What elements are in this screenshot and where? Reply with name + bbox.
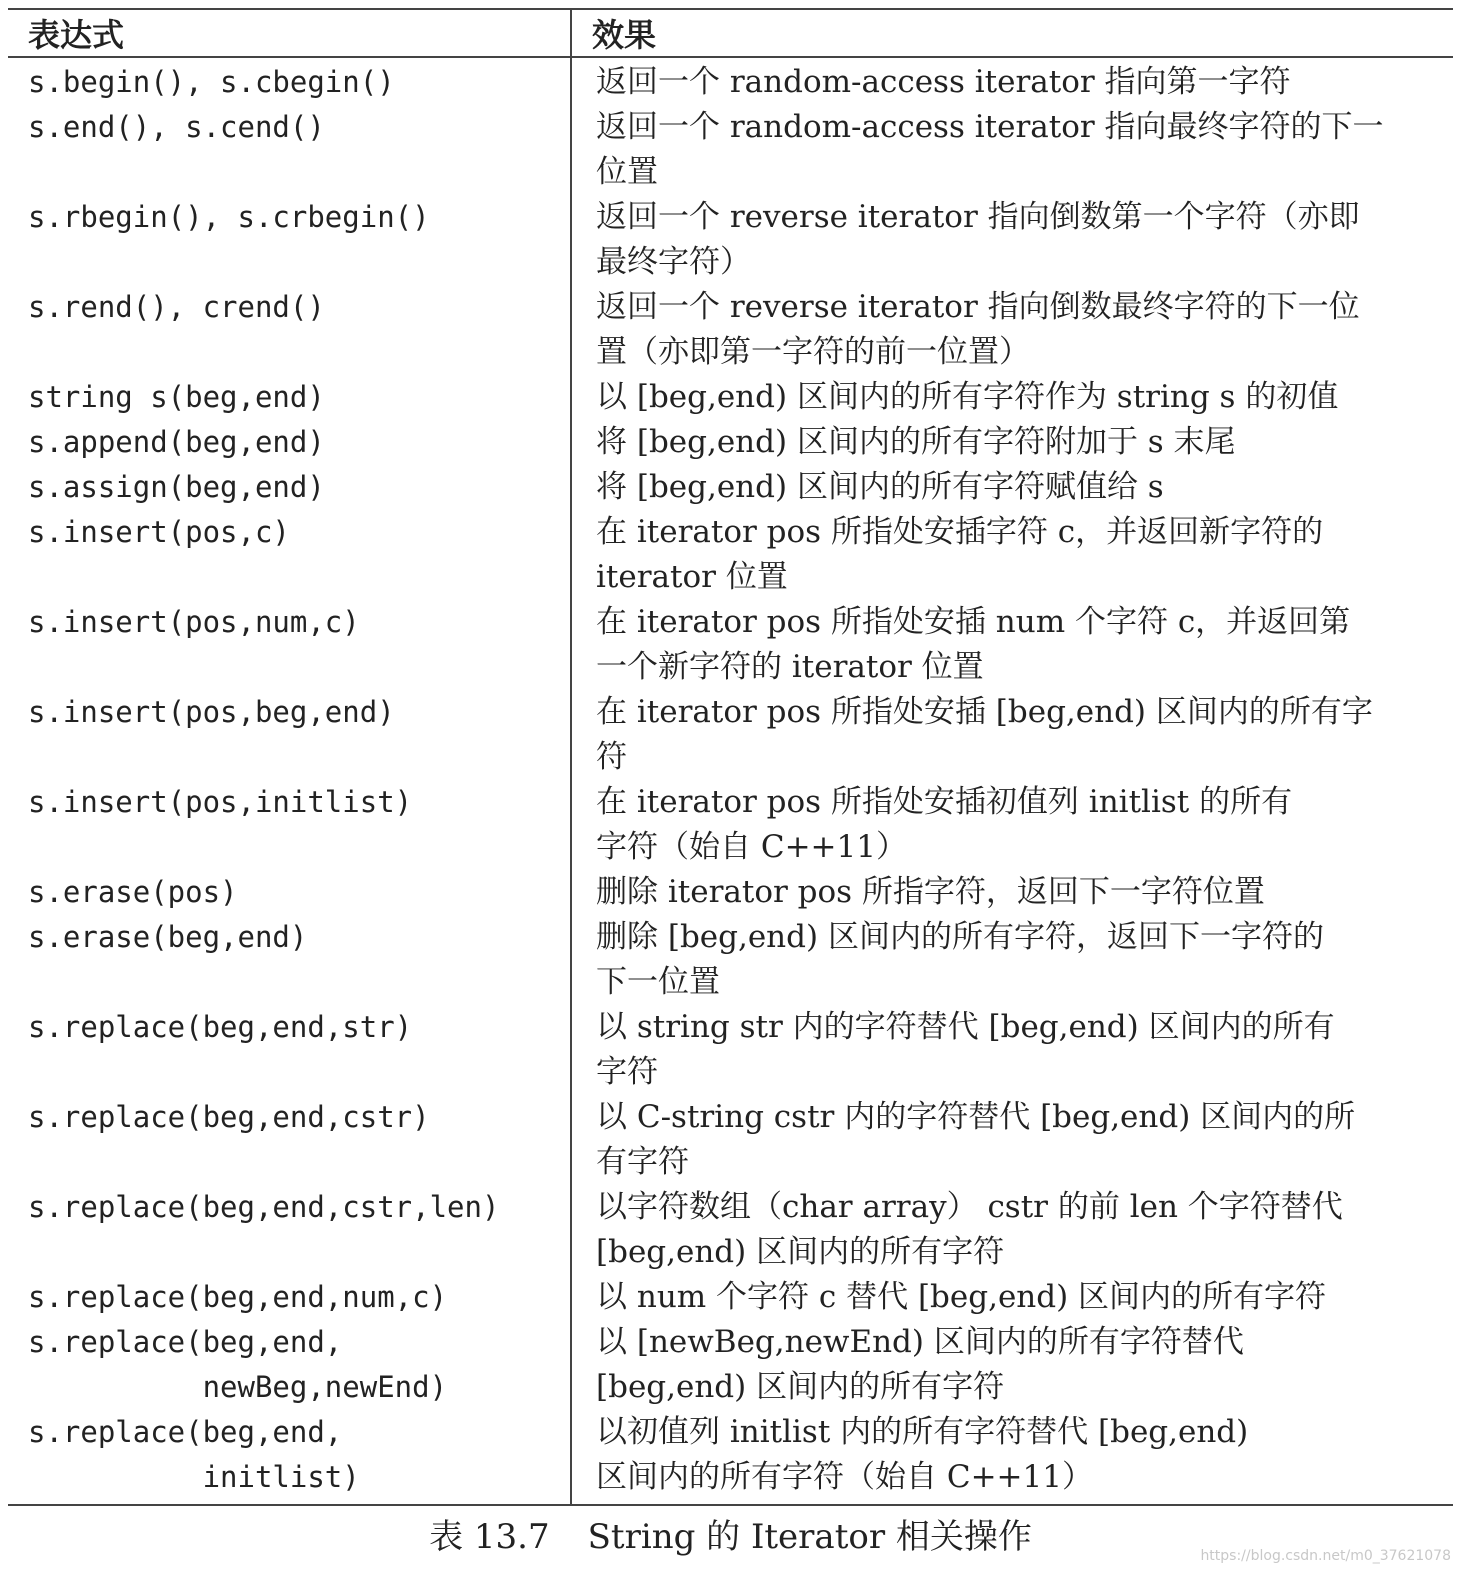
expression-text: s.replace(beg,end,cstr) (28, 1100, 430, 1134)
effect-cell (571, 105, 1453, 195)
expression-cell (8, 510, 571, 600)
effect-cell (571, 1005, 1453, 1095)
effect-text: 在 iterator pos 所指处安插字符 c，并返回新字符的 (596, 514, 1324, 550)
expression-cell (8, 420, 571, 465)
effect-text: 将 [beg,end) 区间内的所有字符赋值给 s (596, 469, 1164, 505)
expression-cell (8, 285, 571, 375)
table-row (8, 915, 1453, 1005)
effect-text: 以 [beg,end) 区间内的所有字符作为 string s 的初值 (596, 379, 1339, 415)
effect-cell (571, 195, 1453, 285)
effect-cell (571, 600, 1453, 690)
effect-cell (571, 510, 1453, 600)
effect-text: 字符 (596, 1054, 658, 1090)
expression-cell (8, 780, 571, 870)
expression-cell (8, 195, 571, 285)
expression-text: s.insert(pos,initlist) (28, 785, 413, 819)
effect-text: 以初值列 initlist 内的所有字符替代 [beg,end) (596, 1414, 1249, 1450)
expression-cell (8, 1320, 571, 1410)
effect-text: 有字符 (596, 1144, 689, 1180)
table-row (8, 510, 1453, 600)
effect-text: 一个新字符的 iterator 位置 (596, 649, 984, 685)
effect-text: 以 [newBeg,newEnd) 区间内的所有字符替代 (596, 1324, 1244, 1360)
expression-cell (8, 1185, 571, 1275)
effect-text: 返回一个 reverse iterator 指向倒数最终字符的下一位 (596, 289, 1360, 325)
effect-cell (571, 690, 1453, 780)
effect-text: 在 iterator pos 所指处安插 num 个字符 c，并返回第 (596, 604, 1351, 640)
expression-text: s.insert(pos,c) (28, 515, 290, 549)
table-row (8, 780, 1453, 870)
effect-text: 位置 (596, 154, 658, 190)
expression-text: s.replace(beg,end, (28, 1325, 343, 1359)
iterator-operations-table (8, 8, 1453, 1506)
expression-cell (8, 1275, 571, 1320)
table-row (8, 1095, 1453, 1185)
effect-text: iterator 位置 (596, 559, 788, 595)
effect-text: 以 string str 内的字符替代 [beg,end) 区间内的所有 (596, 1009, 1335, 1045)
expression-text: s.replace(beg,end, (28, 1415, 343, 1449)
effect-cell (571, 375, 1453, 420)
table-row (8, 1275, 1453, 1320)
expression-cell (8, 375, 571, 420)
table-row (8, 1320, 1453, 1410)
effect-cell (571, 420, 1453, 465)
expression-text: s.rend(), crend() (28, 290, 325, 324)
effect-cell (571, 1185, 1453, 1275)
table-row (8, 57, 1453, 105)
table-row (8, 105, 1453, 195)
table-row (8, 195, 1453, 285)
expression-text: s.assign(beg,end) (28, 470, 325, 504)
effect-cell (571, 57, 1453, 105)
expression-text: s.replace(beg,end,str) (28, 1010, 413, 1044)
expression-text: string s(beg,end) (28, 380, 325, 414)
table-row (8, 285, 1453, 375)
watermark-url: https://blog.csdn.net/m0_37621078 (1200, 1548, 1451, 1564)
effect-cell (571, 870, 1453, 915)
effect-text: [beg,end) 区间内的所有字符 (596, 1234, 1005, 1270)
effect-text: 区间内的所有字符（始自 C++11） (596, 1459, 1093, 1495)
table-row (8, 375, 1453, 420)
expression-text: s.erase(beg,end) (28, 920, 308, 954)
expression-text: initlist) (28, 1460, 360, 1494)
expression-cell (8, 870, 571, 915)
table-row (8, 600, 1453, 690)
expression-cell (8, 1095, 571, 1185)
table-row (8, 1005, 1453, 1095)
expression-text: s.replace(beg,end,cstr,len) (28, 1190, 500, 1224)
effect-text: 返回一个 random-access iterator 指向第一字符 (596, 64, 1291, 100)
table-row (8, 1185, 1453, 1275)
effect-text: 以字符数组（char array） cstr 的前 len 个字符替代 (596, 1189, 1343, 1225)
expression-cell (8, 600, 571, 690)
effect-text: 符 (596, 739, 627, 775)
effect-column-header: 效果 (592, 16, 657, 54)
caption-text: String 的 Iterator 相关操作 (587, 1517, 1032, 1557)
effect-cell (571, 465, 1453, 510)
expression-cell (8, 915, 571, 1005)
effect-text: 返回一个 reverse iterator 指向倒数第一个字符（亦即 (596, 199, 1360, 235)
table-header-row (8, 9, 1453, 57)
expression-cell (8, 57, 571, 105)
expression-column-header: 表达式 (8, 9, 571, 57)
expression-text: s.end(), s.cend() (28, 110, 325, 144)
effect-text: [beg,end) 区间内的所有字符 (596, 1369, 1005, 1405)
table-row (8, 690, 1453, 780)
effect-text: 以 num 个字符 c 替代 [beg,end) 区间内的所有字符 (596, 1279, 1327, 1315)
effect-cell (571, 1320, 1453, 1410)
effect-text: 在 iterator pos 所指处安插初值列 initlist 的所有 (596, 784, 1293, 820)
effect-text: 将 [beg,end) 区间内的所有字符附加于 s 末尾 (596, 424, 1236, 460)
effect-text: 删除 iterator pos 所指字符，返回下一字符位置 (596, 874, 1265, 910)
effect-text: 删除 [beg,end) 区间内的所有字符，返回下一字符的 (596, 919, 1324, 955)
effect-text: 字符（始自 C++11） (596, 829, 907, 865)
effect-cell (571, 285, 1453, 375)
expression-text: s.insert(pos,num,c) (28, 605, 360, 639)
expression-text: s.rbegin(), s.crbegin() (28, 200, 430, 234)
expression-cell (8, 690, 571, 780)
table-row (8, 870, 1453, 915)
effect-cell (571, 1095, 1453, 1185)
effect-text: 以 C-string cstr 内的字符替代 [beg,end) 区间内的所 (596, 1099, 1356, 1135)
effect-text: 下一位置 (596, 964, 720, 1000)
expression-cell (8, 465, 571, 510)
expression-cell (8, 1005, 571, 1095)
effect-text: 返回一个 random-access iterator 指向最终字符的下一 (596, 109, 1384, 145)
expression-text: s.append(beg,end) (28, 425, 325, 459)
effect-cell (571, 1410, 1453, 1505)
expression-text: s.begin(), s.cbegin() (28, 65, 395, 99)
table-row (8, 465, 1453, 510)
effect-text: 置（亦即第一字符的前一位置） (596, 334, 1030, 370)
effect-text: 在 iterator pos 所指处安插 [beg,end) 区间内的所有字 (596, 694, 1373, 730)
effect-cell (571, 780, 1453, 870)
caption-label: 表 13.7 (429, 1517, 550, 1557)
expression-text: s.erase(pos) (28, 875, 238, 909)
effect-cell (571, 1275, 1453, 1320)
table-row (8, 1410, 1453, 1505)
table-body (8, 57, 1453, 1505)
expression-text: s.insert(pos,beg,end) (28, 695, 395, 729)
expression-cell (8, 105, 571, 195)
effect-cell (571, 915, 1453, 1005)
expression-cell (8, 1410, 571, 1505)
table-row (8, 420, 1453, 465)
expression-text: s.replace(beg,end,num,c) (28, 1280, 448, 1314)
expression-text: newBeg,newEnd) (28, 1370, 448, 1404)
effect-text: 最终字符） (596, 244, 751, 280)
